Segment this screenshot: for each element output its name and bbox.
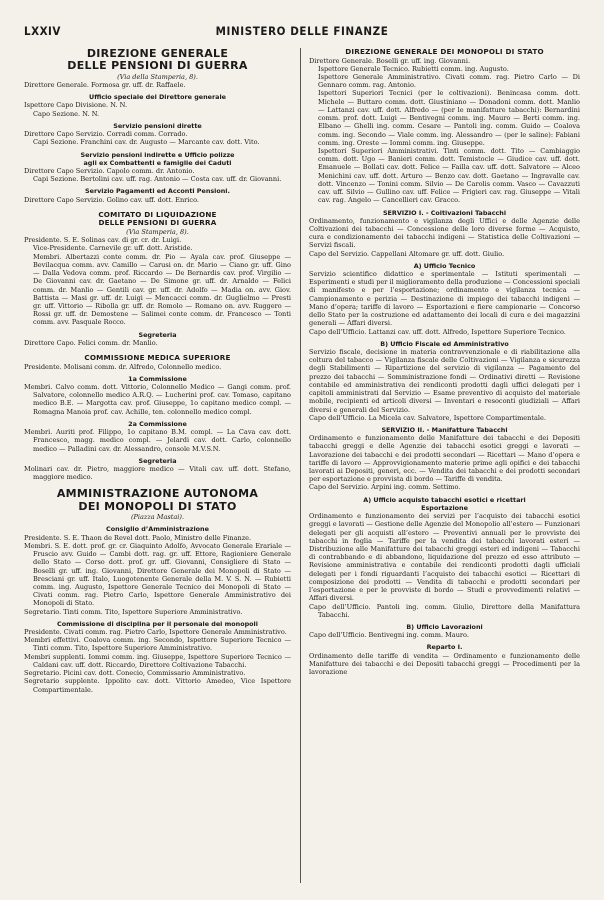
subsection-heading: SERVIZIO I. - Coltivazioni Tabacchi — [382, 208, 507, 217]
section-title: DIREZIONE GENERALE DEI MONOPOLI DI STATO — [345, 47, 544, 56]
entry-paragraph: Membri supplenti. Iommi comm. ing. Giuseppe, Ispettore Superiore Tecnico — Caldani cav. uff. dott. Riccardo, Direttore Coltivazione Tabacchi. — [24, 652, 291, 669]
entry-paragraph: Direttore Generale. Boselli gr. uff. ing. Giovanni. Ispettore Generale Tecnico. Rubietti comm. ing. Augusto. Ispettore Generale Amministrativo. Civati comm. rag. Pietro Carlo — Di Gennaro comm. rag. Antonio. Ispettori Superiori Tecnici (per le coltivazioni). Benincasa comm. dott. Michele — Buttaro comm. dott. Giustiniano — Donadoni comm. dott. Manlio — Lattanzi cav. uff. dott. Alfredo — (per le manifatture tabacchi): Bernardini comm. prof. dott. Luigi — Bentivegni comm. ing. Mauro — Berti comm. ing. Elbano — Ghelli ing. comm. Cesare — Pantoli ing. comm. Guido — Coalova comm. ing. Secondo — Viale comm. ing. Alessandro — (per le saline): Fabiani comm. ing. Oreste — Iommi comm. ing. Giuseppe. Ispettori Superiori Amministrativi. Tinti comm. dott. Tito — Cambiaggio comm. dott. Ugo — Banieri comm. dott. Temistocle — Giudice cav. uff. dott. Emanuele — Bollati cav. dott. Felice — Failla cav. uff. dott. Salvatore — Alceo Menichini cav. uff. dott. Arturo — Benzo cav. dott. Gaetano — Ingravalle cav. dott. Vincenzo — Tonini comm. Silvio — De Carolis comm. Vasco — Cavazzuti cav. uff. Silvio — Gullino cav. uff. Felice — Frigieri cav. rag. Giuseppe — Vitali cav. rag. Angelo — Cancellieri cav. Gracco. — [309, 56, 580, 205]
entry-paragraph: Presidente. Molisani comm. dr. Alfredo, Colonnello medico. — [24, 362, 222, 371]
entry-paragraph: Molinari cav. dr. Pietro, maggiore medico — Vitali cav. uff. dott. Stefano, maggiore medico. — [24, 464, 291, 482]
entry-paragraph: Segretario. Tinti comm. Tito, Ispettore Superiore Amministrativo. — [24, 607, 243, 616]
entry-paragraph: Direttore Capo Servizio. Golino cav. uff. dott. Enrico. — [24, 195, 199, 204]
entry-paragraph: Direttore Generale. Formosa gr. uff. dr. Raffaele. — [24, 81, 186, 90]
subsection-heading: Consiglio d’Amministrazione — [106, 525, 209, 534]
subsection-heading: B) Ufficio Lavorazioni — [406, 622, 483, 631]
entry-paragraph: Membri. Auriti prof. Filippo, 1o capitano B.M. compl. — La Cava cav. dott. Francesco, magg. medico compl. — Jelardi cav. dott. Carlo, colonnello medico — Palladini cav. dr. Alessandro, console M.V.S.N. — [24, 428, 291, 453]
running-title: MINISTERO DELLE FINANZE — [215, 24, 389, 38]
description-paragraph: Ordinamento e funzionamento dei servizi per l’acquisto dei tabacchi esotici greggi e lavorati — Gestione delle Agenzie del Monopolio all’estero — Funzionari delegati per gli acquisti all’estero — Preventivi annuali per le provviste dei tabacchi in foglia — Tariffe per la vendita dei tabacchi lavorati esteri — Distribuzione alle Manifatture dei tabacchi greggi esteri ed indigeni — Tabacchi di contrabbando e di abbandono, liquidazione del prezzo ed esso attributo — Revisione amministrativa e contabile dei rendiconti prodotti dagli ufficiali delegati per i fondi riguardanti l’acquisto dei tabacchi esotici — Ricettari di composizione dei prodotti — Vendita di tabacchi e prodotti secondari per l’esportazione e per le provviste di bordo — Studi e provvedimenti relativi — Affari diversi. — [309, 512, 580, 603]
entry-paragraph: Segretario supplente. Ippolito cav. dott. Vittorio Amedeo, Vice Ispettore Compartimentale. — [24, 677, 291, 694]
address-line: (Piazza Mastai). — [130, 513, 185, 522]
description-paragraph: Ordinamento e funzionamento delle Manifatture dei tabacchi e dei Depositi tabacchi greggi e delle Agenzie dei tabacchi esotici greggi e lavorati — Lavorazione dei tabacchi e dei prodotti secondari — Ricettari — Mano d’opera e tariffe di lavoro — Approvvigionamento materie prime agli opifici e dei tabacchi lavorati ai Depositi, generi, ecc. — Vendita dei tabacchi e dei prodotti secondari per esportazione e provvista di bordo — Tariffe di vendita. — [309, 434, 580, 484]
subsection-heading: Ufficio speciale del Direttore generale — [89, 93, 226, 102]
entry-paragraph: Capo dell’Ufficio. Lattanzi cav. uff. dott. Alfredo, Ispettore Superiore Tecnico. — [309, 327, 566, 336]
subsection-heading: Reparto I. — [426, 643, 463, 652]
entry-paragraph: Membri. S. E. dott. prof. gr. cr. Giaquinto Adolfo, Avvocato Generale Erariale — Fruscio avv. Guido — Cambi dott. rag. gr. uff. Ettore, Ragioniere Generale dello Stato — Corso dott. prof. gr. uff. Giovanni, Consigliere di Stato — Boselli gr. uff. ing. Giovanni, Direttore Generale dei Monopoli di Stato — Bresciani gr. uff. Italo, Luogotenente Generale della M. V. S. N. — Rubietti comm. ing. Augusto, Ispettore Generale Tecnico dei Monopoli di Stato — Civati comm. rag. Pietro Carlo, Ispettore Generale Amministrativo dei Monopoli di Stato. — [24, 541, 291, 608]
page-number: LXXIV — [24, 24, 61, 38]
left-column — [24, 48, 291, 694]
address-line: (Via Stamperia, 8). — [126, 227, 189, 236]
subsection-heading: A) Ufficio acquisto tabacchi esotici e ricettari Esportazione — [363, 495, 526, 512]
entry-paragraph: Capo del Servizio. Cappellani Altomare gr. uff. dott. Giulio. — [309, 249, 505, 258]
entry-paragraph: Membri. Calvo comm. dott. Vittorio, Colonnello Medico — Gangi comm. prof. Salvatore, colonnello medico A.R.Q. — Lucherini prof. cav. Tomaso, capitano medico B.E. — Margotta cav. prof. Giuseppe, 1o capitano medico compl. — Romagna Manoia prof. cav. Achille, ten. colonnello medico compl. — [24, 383, 291, 416]
subsection-heading: 2a Commissione — [128, 419, 187, 428]
description-paragraph: Servizio fiscale, decisione in materia contravvenzionale e di riabilitazione alla coltura del tabacco — Vigilanza fiscale delle Coltivazioni — Vigilanza e sicurezza degli Stabilimenti — Ripartizione del servizio di vigilanza — Pagamento del prezzo dei tabacchi — Somministrazione fondi — Ordinativi diretti — Revisione contabile ed amministrativa dei rendiconti prodotti dagli uffici delegati per i capitoli amministrati dal Servizio — Esame preventivo di acquisto del materiale mobile, recipienti ed articoli diversi — Inventari e resoconti giudiziali — Affari diversi e generali del Servizio. — [309, 347, 580, 414]
right-column — [309, 48, 580, 676]
entry-paragraph: Direttore Capo Servizio. Corradi comm. Corrado. Capi Sezione. Franchini cav. dr. Augusto — Marcante cav. dott. Vito. — [24, 130, 260, 147]
section-title: AMMINISTRAZIONE AUTONOMA DEI MONOPOLI DI STATO — [56, 487, 259, 513]
entry-paragraph: Capo dell’Ufficio. Pantoli ing. comm. Giulio, Direttore della Manifattura Tabacchi. — [309, 602, 580, 619]
entry-paragraph: Direttore Capo Servizio. Capolo comm. dr. Antonio. Capi Sezione. Bertolini cav. uff. rag. Antonio — Costa cav. uff. dr. Giovanni. — [24, 166, 282, 184]
entry-paragraph: Presidente. S. E. Solinas cav. di gr. cr. dr. Luigi. Vice-Presidente. Carnevile gr. uff. dott. Aristide. Membri. Albertazzi conte comm. dr. Pio — Ayala cav. prof. Giuseppe — Bevilacqua comm. avv. Camillo — Carusi on. dr. Mario — Ciano gr. uff. Gino — Dalla Vedova comm. prof. Riccardo — De Bernardis cav. prof. Virgilio — De Giovanni cav. dr. Gaetano — De Simone gr. uff. dr. Arnaldo — Felici comm. dr. Manlio — Gentili cav. gr. uff. dr. Adolfo — Madia on. avv. Giov. Battista — Masi gr. uff. dr. Luigi — Mencacci comm. dr. Guglielmo — Presti gr. uff. Vittorio — Ribolla gr. uff. dr. Romolo — Romano on. avv. Ruggero — Rossi gr. uff. dr. Demostene — Salimei conte comm. dr. Francesco — Tonti comm. avv. Pasquale Rocco. — [24, 236, 291, 327]
section-title: COMITATO DI LIQUIDAZIONE DELLE PENSIONI DI GUERRA — [98, 209, 217, 228]
running-header — [24, 24, 580, 40]
entry-paragraph: Capo dell’Ufficio. Bentivegni ing. comm. Mauro. — [309, 631, 469, 640]
subsection-heading: 1a Commissione — [128, 374, 187, 383]
section-title: COMMISSIONE MEDICA SUPERIORE — [84, 353, 231, 363]
entry-paragraph: Capo dell’Ufficio. La Micela cav. Salvatore, Ispettore Compartimentale. — [309, 413, 546, 422]
subsection-heading: Segreteria — [138, 330, 177, 339]
subsection-heading: Commissione di disciplina per il personale dei monopoli — [57, 619, 258, 628]
subsection-heading: SERVIZIO II. - Manifatture Tabacchi — [381, 425, 508, 434]
description-paragraph: Servizio scientifico didattico e sperimentale — Istituti sperimentali — Esperimenti e studi per il miglioramento della produzione — Concessioni speciali di manifesto e per l’esportazione; ordinamento e vigilanza tecnica — Campionamento e perizia — Destinazione di impiego dei tabacchi indigeni — Mano d’opera; tariffe di lavoro — Esportazioni e fiere campionarie — Concorso dello Stato per la costruzione ed adattamento dei locali di cura e dei magazzini generali — Affari diversi. — [309, 270, 580, 328]
entry-paragraph: Presidente. S. E. Thaon de Revel dott. Paolo, Ministro delle Finanze. — [24, 533, 252, 542]
description-paragraph: Ordinamento delle tariffe di vendita — Ordinamento e funzionamento delle Manifatture dei tabacchi e dei Depositi tabacchi greggi — Procedimenti per la lavorazione — [309, 651, 580, 676]
subsection-heading: A) Ufficio Tecnico — [413, 261, 476, 270]
entry-paragraph: Presidente. Civati comm. rag. Pietro Carlo, Ispettore Generale Amministrativo. — [24, 628, 287, 637]
entry-paragraph: Capo del Servizio. Arpini ing. comm. Settimo. — [309, 483, 461, 492]
subsection-heading: Servizio pensioni indirette e Ufficio polizze agli ex Combattenti e famiglie dei Caduti — [80, 150, 235, 167]
entry-paragraph: Segretario. Picini cav. dott. Conecio, Commissario Amministrativo. — [24, 669, 246, 678]
column-divider — [300, 48, 301, 883]
section-title: DIREZIONE GENERALE DELLE PENSIONI DI GUERRA — [67, 47, 248, 73]
entry-paragraph: Ispettore Capo Divisione. N. N. Capo Sezione. N. N. — [24, 101, 128, 118]
entry-paragraph: Direttore Capo. Felici comm. dr. Manlio. — [24, 338, 158, 347]
subsection-heading: B) Ufficio Fiscale ed Amministrativo — [380, 339, 509, 348]
entry-paragraph: Membri effettivi. Coalova comm. ing. Secondo, Ispettore Superiore Tecnico — Tinti comm. Tito, Ispettore Superiore Amministrativo. — [24, 636, 291, 653]
address-line: (Via della Stamperia, 8). — [117, 72, 198, 81]
subsection-heading: Servizio Pagamenti ed Acconti Pensioni. — [85, 187, 230, 196]
subsection-heading: Servizio pensioni dirette — [113, 121, 202, 130]
description-paragraph: Ordinamento, funzionamento e vigilanza degli Uffici e delle Agenzie delle Coltivazioni dei tabacchi — Concessione delle loro diverse forme — Acquisto, cura e condizionamento dei tabacchi indigeni — Statistica delle Coltivazioni — Servizi fiscali. — [309, 216, 580, 250]
subsection-heading: Segreteria — [138, 456, 177, 465]
